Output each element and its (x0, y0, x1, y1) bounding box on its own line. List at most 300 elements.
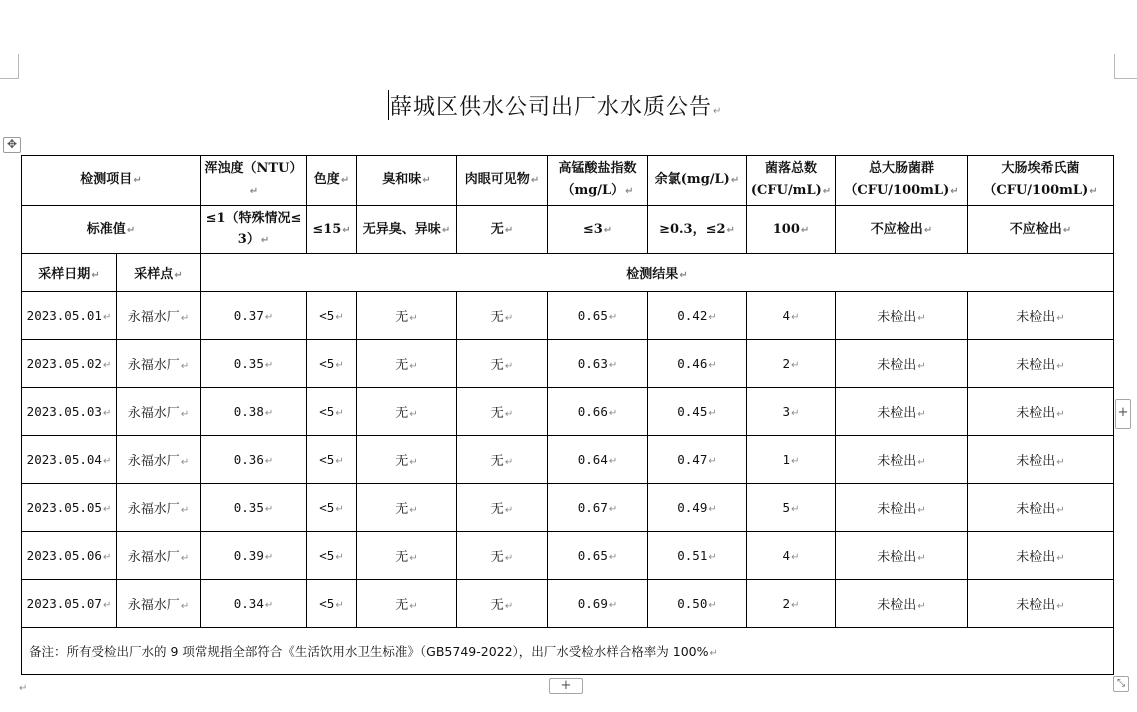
colony-count-cell[interactable] (747, 340, 836, 388)
colony-count-cell[interactable] (747, 436, 836, 484)
standard-colony: 100 (772, 221, 800, 237)
standard-odor-cell[interactable] (357, 206, 457, 254)
add-column-icon[interactable]: + (1115, 399, 1131, 429)
paragraph-mark-icon: ↵ (791, 600, 800, 611)
table-resize-icon[interactable]: ⤡ (1113, 676, 1129, 692)
permanganate-cell[interactable] (548, 388, 648, 436)
standard-turbidity-cont: 3） (237, 232, 260, 247)
table-move-handle-icon[interactable]: ✥ (3, 137, 21, 153)
sampling-site-header[interactable] (117, 254, 201, 292)
paragraph-mark-icon: ↵ (441, 224, 451, 236)
color-value: <5 (319, 452, 335, 467)
standard-label-cell[interactable] (22, 206, 201, 254)
odor-cell[interactable] (357, 580, 457, 628)
table-row (22, 388, 1114, 436)
standard-visible-cell[interactable] (457, 206, 548, 254)
coliform-value: 未检出 (877, 310, 917, 325)
permanganate-cell[interactable] (548, 532, 648, 580)
crop-mark-top-left (0, 54, 19, 79)
paragraph-mark-icon: ↵ (102, 312, 112, 323)
sampling-site-cell[interactable] (117, 484, 201, 532)
turbidity-cell[interactable] (201, 532, 307, 580)
permanganate-cell[interactable] (548, 340, 648, 388)
paragraph-mark-icon: ↵ (180, 361, 190, 372)
paragraph-mark-icon: ↵ (504, 553, 514, 564)
header-cell[interactable] (22, 156, 201, 206)
header-cell[interactable] (457, 156, 548, 206)
permanganate-value: 0.66 (577, 404, 608, 419)
colony-count-value: 5 (782, 500, 791, 515)
odor-cell[interactable] (357, 340, 457, 388)
sampling-site-value: 永福水厂 (127, 310, 180, 325)
sampling-site-cell[interactable] (117, 436, 201, 484)
chlorine-value: 0.45 (677, 404, 708, 419)
paragraph-mark-icon: ↵ (180, 601, 190, 612)
color-cell[interactable] (307, 388, 357, 436)
paragraph-mark-icon: ↵ (923, 224, 933, 236)
standard-ecoli: 不应检出 (1009, 221, 1062, 237)
chlorine-value: 0.51 (677, 548, 708, 563)
odor-cell[interactable] (357, 388, 457, 436)
chlorine-value: 0.49 (677, 500, 708, 515)
color-value: <5 (319, 404, 335, 419)
ecoli-cell[interactable] (968, 388, 1114, 436)
permanganate-value: 0.65 (577, 548, 608, 563)
paragraph-mark-icon: ↵ (504, 224, 514, 236)
visible-matter-value: 无 (490, 550, 504, 565)
ecoli-value: 未检出 (1016, 598, 1056, 613)
paragraph-mark-icon: ↵ (530, 175, 540, 186)
permanganate-cell[interactable] (548, 292, 648, 340)
visible-matter-cell[interactable] (457, 436, 548, 484)
paragraph-mark-icon: ↵ (1056, 457, 1065, 468)
sampling-date-cell[interactable] (22, 292, 117, 340)
ecoli-cell[interactable] (968, 340, 1114, 388)
sampling-date-cell[interactable] (22, 436, 117, 484)
permanganate-value: 0.64 (577, 452, 608, 467)
paragraph-mark-icon: ↵ (180, 553, 190, 564)
ecoli-value: 未检出 (1016, 454, 1056, 469)
paragraph-mark-icon: ↵ (409, 553, 418, 564)
colony-count-cell[interactable] (747, 484, 836, 532)
standard-permanganate: ≤3 (582, 221, 603, 237)
sampling-date-label: 采样日期 (38, 267, 91, 282)
paragraph-mark-icon: ↵ (791, 360, 800, 371)
paragraph-mark-icon: ↵ (335, 360, 344, 371)
text-cursor (388, 90, 389, 120)
coliform-value: 未检出 (877, 550, 917, 565)
color-cell[interactable] (307, 436, 357, 484)
sampling-date-value: 2023.05.04 (26, 452, 102, 467)
coliform-value: 未检出 (877, 406, 917, 421)
paragraph-mark-icon: ↵ (335, 504, 344, 515)
paragraph-mark-icon: ↵ (102, 360, 112, 371)
note-text: 备注：所有受检出厂水的 9 项常规指全部符合《生活饮用水卫生标准》（GB5749-2022），出厂水受检水样合格率为 100% (29, 644, 709, 659)
sampling-date-cell[interactable] (22, 484, 117, 532)
water-quality-table[interactable] (21, 155, 1114, 675)
chlorine-cell[interactable] (648, 340, 747, 388)
ecoli-cell[interactable] (968, 484, 1114, 532)
paragraph-mark-icon: ↵ (917, 361, 926, 372)
paragraph-mark-icon: ↵ (708, 456, 717, 467)
paragraph-mark-icon: ↵ (264, 600, 274, 611)
ecoli-cell[interactable] (968, 436, 1114, 484)
header-label: 余氯(mg/L) (654, 172, 730, 187)
paragraph-mark-icon: ↵ (102, 456, 112, 467)
header-label: 浑浊度（NTU） (204, 161, 303, 176)
sampling-site-cell[interactable] (117, 340, 201, 388)
colony-count-value: 4 (782, 308, 791, 323)
odor-cell[interactable] (357, 484, 457, 532)
turbidity-cell[interactable] (201, 580, 307, 628)
coliform-cell[interactable] (836, 388, 968, 436)
paragraph-mark-icon: ↵ (422, 175, 431, 186)
ecoli-value: 未检出 (1016, 502, 1056, 517)
ecoli-value: 未检出 (1016, 406, 1056, 421)
sampling-site-value: 永福水厂 (127, 598, 180, 613)
standard-turbidity-cell[interactable] (201, 206, 307, 254)
paragraph-mark-icon: ↵ (1056, 553, 1065, 564)
sampling-site-cell[interactable] (117, 580, 201, 628)
sampling-site-cell[interactable] (117, 388, 201, 436)
standard-odor: 无异臭、异味 (362, 221, 441, 237)
standard-ecoli-cell[interactable] (968, 206, 1114, 254)
colony-count-cell[interactable] (747, 388, 836, 436)
visible-matter-value: 无 (490, 598, 504, 613)
header-unit: （CFU/100mL) (844, 183, 950, 198)
paragraph-mark-icon: ↵ (708, 504, 717, 515)
note-cell[interactable] (22, 628, 1114, 675)
document-title-text[interactable]: 薛城区供水公司出厂水水质公告 (390, 95, 713, 120)
data-rows (22, 292, 1114, 628)
colony-count-value: 2 (782, 356, 791, 371)
paragraph-mark-icon: ↵ (504, 409, 514, 420)
table-row (22, 580, 1114, 628)
document-title[interactable] (388, 90, 722, 122)
standard-label: 标准值 (86, 221, 126, 237)
sampling-site-value: 永福水厂 (127, 502, 180, 517)
paragraph-mark-icon: ↵ (608, 456, 618, 467)
paragraph-mark-icon: ↵ (264, 504, 274, 515)
color-value: <5 (319, 500, 335, 515)
standard-coliform: 不应检出 (870, 221, 923, 237)
paragraph-mark-icon: ↵ (102, 552, 112, 563)
paragraph-mark-icon: ↵ (335, 552, 344, 563)
paragraph-mark-icon: ↵ (608, 504, 618, 515)
paragraph-mark-icon: ↵ (264, 360, 274, 371)
turbidity-cell[interactable] (201, 292, 307, 340)
sampling-date-value: 2023.05.02 (26, 356, 102, 371)
standard-permanganate-cell[interactable] (548, 206, 648, 254)
sampling-site-value: 永福水厂 (127, 454, 180, 469)
coliform-cell[interactable] (836, 532, 968, 580)
ecoli-cell[interactable] (968, 580, 1114, 628)
colony-count-value: 2 (782, 596, 791, 611)
paragraph-mark-icon: ↵ (950, 186, 959, 197)
results-label: 检测结果 (626, 267, 679, 282)
paragraph-mark-icon: ↵ (1056, 409, 1065, 420)
turbidity-value: 0.34 (233, 596, 264, 611)
visible-matter-cell[interactable] (457, 532, 548, 580)
standard-colony-cell[interactable] (747, 206, 836, 254)
header-label: 臭和味 (382, 172, 422, 187)
colony-count-cell[interactable] (747, 580, 836, 628)
add-row-icon[interactable]: + (549, 678, 583, 694)
odor-cell[interactable] (357, 292, 457, 340)
paragraph-mark-icon: ↵ (800, 224, 810, 236)
color-value: <5 (319, 356, 335, 371)
visible-matter-value: 无 (490, 358, 504, 373)
paragraph-mark-icon: ↵ (335, 408, 344, 419)
turbidity-value: 0.37 (233, 308, 264, 323)
header-label: 色度 (313, 172, 340, 187)
paragraph-mark-icon: ↵ (730, 175, 740, 186)
header-cell[interactable] (548, 156, 648, 206)
header-cell[interactable] (307, 156, 357, 206)
header-cell[interactable] (357, 156, 457, 206)
color-value: <5 (319, 308, 335, 323)
sampling-site-cell[interactable] (117, 532, 201, 580)
color-value: <5 (319, 596, 335, 611)
sampling-date-cell[interactable] (22, 340, 117, 388)
odor-value: 无 (395, 502, 409, 517)
header-label: 总大肠菌群 (868, 161, 934, 176)
paragraph-mark-icon: ↵ (708, 408, 717, 419)
header-cell[interactable] (648, 156, 747, 206)
paragraph-mark-icon: ↵ (249, 186, 259, 197)
paragraph-mark-icon: ↵ (791, 456, 800, 467)
sampling-site-value: 永福水厂 (127, 406, 180, 421)
paragraph-mark-icon: ↵ (409, 361, 418, 372)
paragraph-mark-icon: ↵ (608, 312, 618, 323)
paragraph-mark-icon: ↵ (708, 360, 717, 371)
standard-color: ≤15 (312, 221, 342, 237)
paragraph-mark-icon: ↵ (709, 648, 718, 659)
visible-matter-cell[interactable] (457, 292, 548, 340)
table-row (22, 436, 1114, 484)
chlorine-value: 0.42 (677, 308, 708, 323)
header-label: 肉眼可见物 (464, 172, 530, 187)
paragraph-mark-icon: ↵ (917, 409, 926, 420)
colony-count-value: 4 (782, 548, 791, 563)
paragraph-mark-icon: ↵ (1062, 224, 1072, 236)
visible-matter-cell[interactable] (457, 580, 548, 628)
paragraph-mark-icon: ↵ (1056, 505, 1065, 516)
coliform-value: 未检出 (877, 502, 917, 517)
paragraph-mark-icon: ↵ (1056, 601, 1065, 612)
chlorine-cell[interactable] (648, 388, 747, 436)
permanganate-cell[interactable] (548, 436, 648, 484)
ecoli-cell[interactable] (968, 292, 1114, 340)
header-cell[interactable] (968, 156, 1114, 206)
paragraph-mark-icon: ↵ (409, 505, 418, 516)
header-cell[interactable] (836, 156, 968, 206)
turbidity-value: 0.36 (233, 452, 264, 467)
sampling-date-value: 2023.05.05 (26, 500, 102, 515)
visible-matter-cell[interactable] (457, 484, 548, 532)
paragraph-mark-icon: ↵ (791, 504, 800, 515)
coliform-cell[interactable] (836, 484, 968, 532)
paragraph-mark-icon: ↵ (708, 312, 717, 323)
colony-count-cell[interactable] (747, 292, 836, 340)
paragraph-mark-icon: ↵ (264, 312, 274, 323)
paragraph-mark-icon: ↵ (102, 600, 112, 611)
turbidity-cell[interactable] (201, 340, 307, 388)
visible-matter-cell[interactable] (457, 340, 548, 388)
subheader-row (22, 254, 1114, 292)
chlorine-cell[interactable] (648, 484, 747, 532)
standard-turbidity: ≤1（特殊情况≤ (205, 211, 302, 226)
header-unit: （CFU/100mL) (983, 183, 1089, 198)
paragraph-mark-icon: ↵ (726, 224, 735, 236)
table-row (22, 292, 1114, 340)
paragraph-mark-icon: ↵ (409, 457, 418, 468)
turbidity-cell[interactable] (201, 436, 307, 484)
paragraph-mark-icon: ↵ (608, 552, 618, 563)
ecoli-value: 未检出 (1016, 550, 1056, 565)
sampling-date-cell[interactable] (22, 532, 117, 580)
paragraph-mark-icon: ↵ (335, 456, 344, 467)
colony-count-cell[interactable] (747, 532, 836, 580)
paragraph-mark-icon: ↵ (342, 224, 351, 236)
paragraph-mark-icon: ↵ (180, 313, 190, 324)
note-row (22, 628, 1114, 675)
results-header[interactable] (201, 254, 1114, 292)
standard-chlorine-cell[interactable] (648, 206, 747, 254)
coliform-value: 未检出 (877, 598, 917, 613)
chlorine-value: 0.47 (677, 452, 708, 467)
paragraph-mark-icon: ↵ (126, 224, 136, 236)
color-cell[interactable] (307, 532, 357, 580)
colony-count-value: 1 (782, 452, 791, 467)
permanganate-cell[interactable] (548, 484, 648, 532)
paragraph-mark-icon: ↵ (791, 552, 800, 563)
permanganate-value: 0.63 (577, 356, 608, 371)
odor-value: 无 (395, 406, 409, 421)
ecoli-value: 未检出 (1016, 310, 1056, 325)
visible-matter-cell[interactable] (457, 388, 548, 436)
colony-count-value: 3 (782, 404, 791, 419)
turbidity-cell[interactable] (201, 484, 307, 532)
coliform-value: 未检出 (877, 358, 917, 373)
paragraph-mark-icon: ↵ (917, 601, 926, 612)
permanganate-cell[interactable] (548, 580, 648, 628)
chlorine-cell[interactable] (648, 580, 747, 628)
standard-color-cell[interactable] (307, 206, 357, 254)
paragraph-mark-icon: ↵ (264, 408, 274, 419)
color-cell[interactable] (307, 340, 357, 388)
sampling-date-header[interactable] (22, 254, 117, 292)
odor-value: 无 (395, 358, 409, 373)
paragraph-mark-icon: ↵ (409, 409, 418, 420)
header-unit: (CFU/mL) (750, 183, 822, 198)
visible-matter-value: 无 (490, 454, 504, 469)
paragraph-mark-icon: ↵ (102, 504, 112, 515)
sampling-date-cell[interactable] (22, 388, 117, 436)
chlorine-cell[interactable] (648, 436, 747, 484)
paragraph-mark-icon: ↵ (708, 552, 717, 563)
coliform-cell[interactable] (836, 580, 968, 628)
table-row (22, 484, 1114, 532)
paragraph-mark-icon: ↵ (409, 313, 418, 324)
paragraph-mark-icon: ↵ (1056, 313, 1065, 324)
coliform-cell[interactable] (836, 340, 968, 388)
paragraph-mark-icon: ↵ (180, 457, 190, 468)
paragraph-mark-icon: ↵ (340, 175, 350, 186)
odor-cell[interactable] (357, 436, 457, 484)
sampling-date-value: 2023.05.03 (26, 404, 102, 419)
paragraph-mark-icon: ↵ (264, 456, 274, 467)
color-cell[interactable] (307, 580, 357, 628)
paragraph-mark-icon: ↵ (102, 408, 112, 419)
odor-value: 无 (395, 550, 409, 565)
permanganate-value: 0.65 (577, 308, 608, 323)
paragraph-mark-icon: ↵ (133, 175, 142, 186)
standard-visible: 无 (490, 221, 504, 237)
sampling-site-cell[interactable] (117, 292, 201, 340)
paragraph-mark-icon: ↵ (1056, 361, 1065, 372)
paragraph-mark-icon: ↵ (335, 312, 344, 323)
paragraph-mark-icon: ↵ (504, 601, 514, 612)
turbidity-value: 0.35 (233, 356, 264, 371)
header-label: 菌落总数 (764, 161, 817, 176)
header-cell[interactable] (201, 156, 307, 206)
paragraph-mark-icon: ↵ (822, 186, 832, 197)
paragraph-mark-icon: ↵ (608, 600, 618, 611)
odor-value: 无 (395, 310, 409, 325)
chlorine-cell[interactable] (648, 292, 747, 340)
coliform-cell[interactable] (836, 436, 968, 484)
turbidity-value: 0.39 (233, 548, 264, 563)
ecoli-cell[interactable] (968, 532, 1114, 580)
paragraph-mark-icon: ↵ (504, 457, 514, 468)
paragraph-mark-icon: ↵ (608, 360, 618, 371)
sampling-site-value: 永福水厂 (127, 358, 180, 373)
turbidity-value: 0.35 (233, 500, 264, 515)
header-label: 大肠埃希氏菌 (1001, 161, 1080, 176)
paragraph-mark-icon: ↵ (409, 601, 418, 612)
paragraph-mark-icon: ↵ (917, 505, 926, 516)
coliform-value: 未检出 (877, 454, 917, 469)
crop-mark-top-right (1114, 54, 1137, 79)
paragraph-mark-icon: ↵ (174, 270, 183, 281)
visible-matter-value: 无 (490, 310, 504, 325)
color-cell[interactable] (307, 292, 357, 340)
visible-matter-value: 无 (490, 406, 504, 421)
chlorine-cell[interactable] (648, 532, 747, 580)
paragraph-mark-icon: ↵ (504, 313, 514, 324)
coliform-cell[interactable] (836, 292, 968, 340)
paragraph-mark-icon: ↵ (1089, 186, 1098, 197)
paragraph-mark-icon: ↵ (180, 409, 190, 420)
sampling-date-value: 2023.05.01 (26, 308, 102, 323)
table-row (22, 532, 1114, 580)
header-cell[interactable] (747, 156, 836, 206)
standard-coliform-cell[interactable] (836, 206, 968, 254)
paragraph-mark-icon: ↵ (708, 600, 717, 611)
paragraph-mark-icon: ↵ (260, 235, 270, 246)
turbidity-value: 0.38 (233, 404, 264, 419)
paragraph-mark-icon: ↵ (625, 186, 634, 197)
odor-cell[interactable] (357, 532, 457, 580)
color-cell[interactable] (307, 484, 357, 532)
paragraph-mark-icon: ↵ (19, 683, 28, 694)
odor-value: 无 (395, 454, 409, 469)
paragraph-mark-icon: ↵ (791, 408, 800, 419)
color-value: <5 (319, 548, 335, 563)
sampling-date-cell[interactable] (22, 580, 117, 628)
turbidity-cell[interactable] (201, 388, 307, 436)
